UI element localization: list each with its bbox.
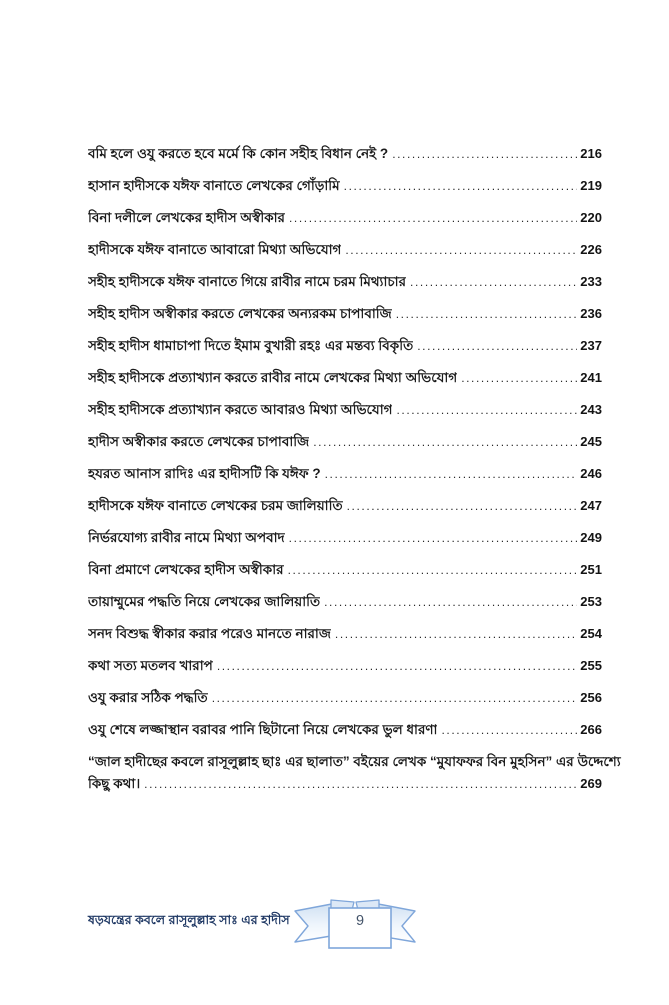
toc-entry-page-number: 241 bbox=[580, 370, 602, 385]
toc-entry-page-number: 246 bbox=[580, 466, 602, 481]
toc-entry bbox=[88, 655, 602, 677]
toc-entry-title: সহীহ হাদীস অস্বীকার করতে লেখকের অন্যরকম চাপাবাজি bbox=[88, 306, 392, 321]
toc-entry-title: তায়াম্মুমের পদ্ধতি নিয়ে লেখকের জালিয়াতি bbox=[88, 594, 321, 609]
toc-entry-row bbox=[88, 367, 602, 389]
toc-entry-row bbox=[88, 463, 602, 485]
toc-entry-title: সহীহ হাদীসকে প্রত্যাখ্যান করতে আবারও মিথ্যা অভিযোগ bbox=[88, 402, 393, 417]
toc-entry-page-number: 233 bbox=[580, 274, 602, 289]
toc-entry-title: হাদীসকে যঈফ বানাতে আবারো মিথ্যা অভিযোগ bbox=[88, 242, 342, 257]
dot-leader bbox=[313, 431, 577, 453]
toc-entry-row bbox=[88, 495, 602, 517]
toc-entry-row bbox=[88, 655, 602, 677]
toc-entry-title: হযরত আনাস রাদিঃ এর হাদীসটি কি যঈফ ? bbox=[88, 466, 321, 481]
footer-page-number: 9 bbox=[355, 913, 365, 929]
dot-leader bbox=[347, 495, 578, 517]
dot-leader bbox=[335, 623, 577, 645]
toc-entry bbox=[88, 431, 602, 453]
toc-entry bbox=[88, 559, 602, 581]
dot-leader bbox=[217, 655, 577, 677]
toc-entry-title: হাদীসকে যঈফ বানাতে লেখকের চরম জালিয়াতি bbox=[88, 498, 343, 513]
toc-entry bbox=[88, 751, 621, 795]
page-number-ribbon bbox=[291, 895, 419, 959]
toc-entry bbox=[88, 463, 602, 485]
toc-entry-row bbox=[88, 623, 602, 645]
toc-entry-title: সনদ বিশুদ্ধ স্বীকার করার পরেও মানতে নারাজ bbox=[88, 626, 331, 641]
toc-entry-title: হাসান হাদীসকে যঈফ বানাতে লেখকের গোঁড়ামি bbox=[88, 178, 340, 193]
dot-leader bbox=[410, 271, 577, 293]
toc-entry-row bbox=[88, 399, 602, 421]
toc-entry-page-number: 249 bbox=[580, 530, 602, 545]
toc-entry-title: কিছু কথা। bbox=[88, 776, 141, 791]
toc-entry bbox=[88, 303, 602, 325]
toc-entry bbox=[88, 527, 602, 549]
toc-entry-title: বিনা দলীলে লেখকের হাদীস অস্বীকার bbox=[88, 210, 285, 225]
toc-entry-page-number: 251 bbox=[580, 562, 602, 577]
toc-entry-row bbox=[88, 687, 602, 709]
toc-entry-row bbox=[88, 719, 602, 741]
toc-entry-wrap-line: “জাল হাদীছের কবলে রাসূলুল্লাহ ছাঃ এর ছালাত” বইয়ের লেখক “মুযাফফর বিন মুহসিন” এর উদ্দেশ্যে bbox=[88, 754, 621, 769]
dot-leader bbox=[392, 143, 577, 165]
toc-entry-title: সহীহ হাদীসকে যঈফ বানাতে গিয়ে রাবীর নামে চরম মিথ্যাচার bbox=[88, 274, 407, 289]
footer-book-title: ষড়যন্ত্রের কবলে রাসূলুল্লাহ সাঃ এর হাদীস bbox=[88, 913, 290, 927]
toc-entry-page-number: 254 bbox=[580, 626, 602, 641]
toc-entry bbox=[88, 143, 602, 165]
dot-leader bbox=[396, 399, 577, 421]
toc-entry-page-number: 216 bbox=[580, 146, 602, 161]
toc-entry-page-number: 253 bbox=[580, 594, 602, 609]
dot-leader bbox=[289, 207, 577, 229]
toc-entry-row bbox=[88, 591, 602, 613]
toc-entry bbox=[88, 719, 602, 741]
dot-leader bbox=[417, 335, 577, 357]
toc-entry-row bbox=[88, 527, 602, 549]
dot-leader bbox=[441, 719, 577, 741]
toc-entry-page-number: 266 bbox=[580, 722, 602, 737]
toc-entry bbox=[88, 687, 602, 709]
toc-entry bbox=[88, 495, 602, 517]
toc-entry bbox=[88, 239, 602, 261]
toc-entry-row bbox=[88, 335, 602, 357]
toc-entry bbox=[88, 591, 602, 613]
toc-entry bbox=[88, 175, 602, 197]
toc-entry-title: সহীহ হাদীস ধামাচাপা দিতে ইমাম বুখারী রহঃ এর মন্তব্য বিকৃতি bbox=[88, 338, 414, 353]
toc-entry bbox=[88, 399, 602, 421]
toc-entry bbox=[88, 207, 602, 229]
toc-entry bbox=[88, 623, 602, 645]
toc-entry-title: সহীহ হাদীসকে প্রত্যাখ্যান করতে রাবীর নামে লেখকের মিথ্যা অভিযোগ bbox=[88, 370, 458, 385]
toc-entry-page-number: 245 bbox=[580, 434, 602, 449]
toc-entry-title: নির্ভরযোগ্য রাবীর নামে মিথ্যা অপবাদ bbox=[88, 530, 285, 545]
toc-entry-page-number: 269 bbox=[580, 776, 602, 791]
toc-entry-page-number: 243 bbox=[580, 402, 602, 417]
toc-entry-page-number: 219 bbox=[580, 178, 602, 193]
toc-entry-page-number: 220 bbox=[580, 210, 602, 225]
toc-entry-page-number: 236 bbox=[580, 306, 602, 321]
toc-entry-page-number: 255 bbox=[580, 658, 602, 673]
dot-leader bbox=[289, 527, 578, 549]
toc-entry-row bbox=[88, 207, 602, 229]
toc-entry-row bbox=[88, 303, 602, 325]
toc-entry bbox=[88, 367, 602, 389]
toc-entry-row bbox=[88, 175, 602, 197]
toc-entry-title: কথা সত্য মতলব খারাপ bbox=[88, 658, 213, 673]
toc-entry-row bbox=[88, 239, 602, 261]
dot-leader bbox=[344, 175, 578, 197]
dot-leader bbox=[345, 239, 577, 261]
dot-leader bbox=[212, 687, 578, 709]
dot-leader bbox=[288, 559, 578, 581]
toc-entry-title: ওযু শেষে লজ্জাস্থান বরাবর পানি ছিটানো নিয়ে লেখকের ভুল ধারণা bbox=[88, 722, 438, 737]
toc-entry bbox=[88, 335, 602, 357]
toc-entry bbox=[88, 271, 602, 293]
dot-leader bbox=[396, 303, 578, 325]
toc-entry-page-number: 237 bbox=[580, 338, 602, 353]
toc-entry-title: ওযু করার সঠিক পদ্ধতি bbox=[88, 690, 208, 705]
dot-leader bbox=[324, 591, 577, 613]
toc-entry-page-number: 247 bbox=[580, 498, 602, 513]
dot-leader bbox=[461, 367, 577, 389]
toc-entry-row bbox=[88, 559, 602, 581]
toc-entry-page-number: 256 bbox=[580, 690, 602, 705]
dot-leader bbox=[144, 773, 577, 795]
toc-entry-row bbox=[88, 431, 602, 453]
table-of-contents bbox=[88, 143, 621, 805]
toc-entry-title: বিনা প্রমাণে লেখকের হাদীস অস্বীকার bbox=[88, 562, 284, 577]
toc-entry-title: বমি হলে ওযু করতে হবে মর্মে কি কোন সহীহ বিধান নেই ? bbox=[88, 146, 389, 161]
toc-entry-title: হাদীস অস্বীকার করতে লেখকের চাপাবাজি bbox=[88, 434, 310, 449]
toc-entry-row bbox=[88, 271, 602, 293]
dot-leader bbox=[325, 463, 578, 485]
toc-entry-row bbox=[88, 773, 602, 795]
toc-entry-page-number: 226 bbox=[580, 242, 602, 257]
toc-entry-row bbox=[88, 143, 602, 165]
